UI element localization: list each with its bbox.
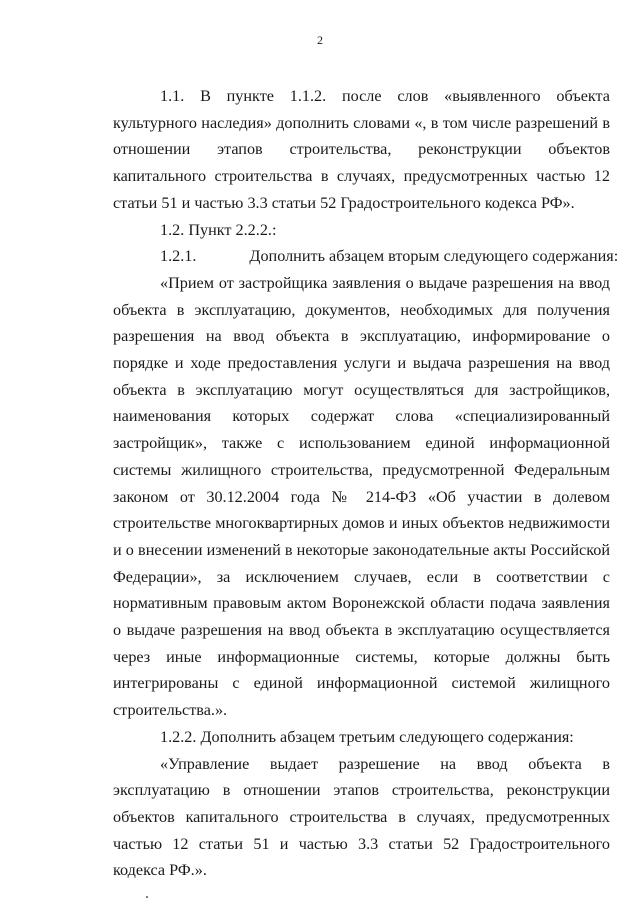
quoted-paragraph-third: «Управление выдает разрешение на ввод объекта в эксплуатацию в отношении этапов строительства, реконструкции объектов капитального строительства в случаях, предусмотренных частью 12 статьи 51 и частью 3.3 статьи 52 Градостроительного кодекса РФ.».	[113, 754, 610, 880]
clause-text: Дополнить абзацем вторым следующего содержания:	[249, 247, 619, 266]
paragraph-1-2-1	[113, 243, 619, 270]
paragraph-1-1: 1.1. В пункте 1.1.2. после слов «выявленного объекта культурного наследия» дополнить словами «, в том числе разрешений в отношении этапов строительства, реконструкции объектов капитального строительства в случаях, предусмотренных частью 12 статьи 51 и частью 3.3 статьи 52 Градостроительного кодекса РФ».	[113, 87, 610, 212]
clause-number: 1.2.1.	[160, 247, 197, 266]
scan-speck	[146, 896, 148, 898]
paragraph-1-2-2: 1.2.2. Дополнить абзацем третьим следующего содержания:	[160, 727, 574, 746]
document-body	[113, 83, 619, 884]
quoted-paragraph-second: «Прием от застройщика заявления о выдаче разрешения на ввод объекта в эксплуатацию, документов, необходимых для получения разрешения на ввод объекта в эксплуатацию, информирование о порядке и ходе предоставления услуги и выдача разрешения на ввод объекта в эксплуатацию могут осуществляться для застройщиков, наименования которых содержат слова «специализированный застройщик», также с использованием единой информационной системы жилищного строительства, предусмотренной Федеральным законом от 30.12.2004 года № 214-ФЗ «Об участии в долевом строительстве многоквартирных домов и иных объектов недвижимости и о внесении изменений в некоторые законодательные акты Российской Федерации», за исключением случаев, если в соответствии с нормативным правовым актом Воронежской области подача заявления о выдаче разрешения на ввод объекта в эксплуатацию осуществляется через иные информационные системы, которые должны быть интегрированы с единой информационной системой жилищного строительства.».	[113, 273, 610, 720]
paragraph-1-2: 1.2. Пункт 2.2.2.:	[160, 220, 277, 239]
page-number: 2	[317, 33, 323, 47]
